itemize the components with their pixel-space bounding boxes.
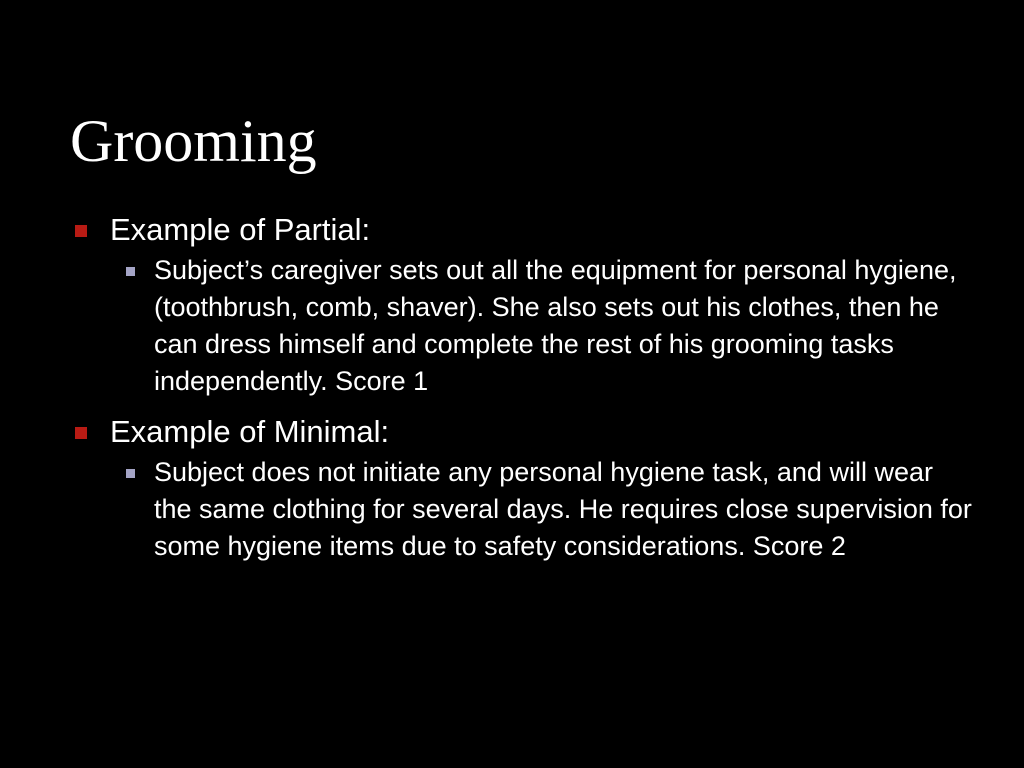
bullet-item-partial: [72, 208, 972, 252]
bullet-heading: Example of Minimal:: [110, 414, 390, 449]
bullet-item-minimal: [72, 410, 972, 454]
sub-bullet-text: Subject does not initiate any personal hygiene task, and will wear the same clothing for several days. He requires close supervision for some hygiene items due to safety considerations. Score 2: [154, 457, 972, 561]
square-bullet-icon: [75, 427, 87, 439]
bullet-list: [72, 208, 972, 571]
slide-title: Grooming: [70, 108, 317, 174]
small-square-bullet-icon: [126, 469, 135, 478]
square-bullet-icon: [75, 225, 87, 237]
bullet-heading: Example of Partial:: [110, 212, 371, 247]
sub-bullet-item-minimal: [116, 454, 974, 565]
sub-bullet-text: Subject’s caregiver sets out all the equipment for personal hygiene, (toothbrush, comb, shaver). She also sets out his clothes, then he can dress himself and complete the rest of his grooming tasks independently. Score 1: [154, 255, 957, 396]
sub-bullet-item-partial: [116, 252, 974, 400]
small-square-bullet-icon: [126, 267, 135, 276]
